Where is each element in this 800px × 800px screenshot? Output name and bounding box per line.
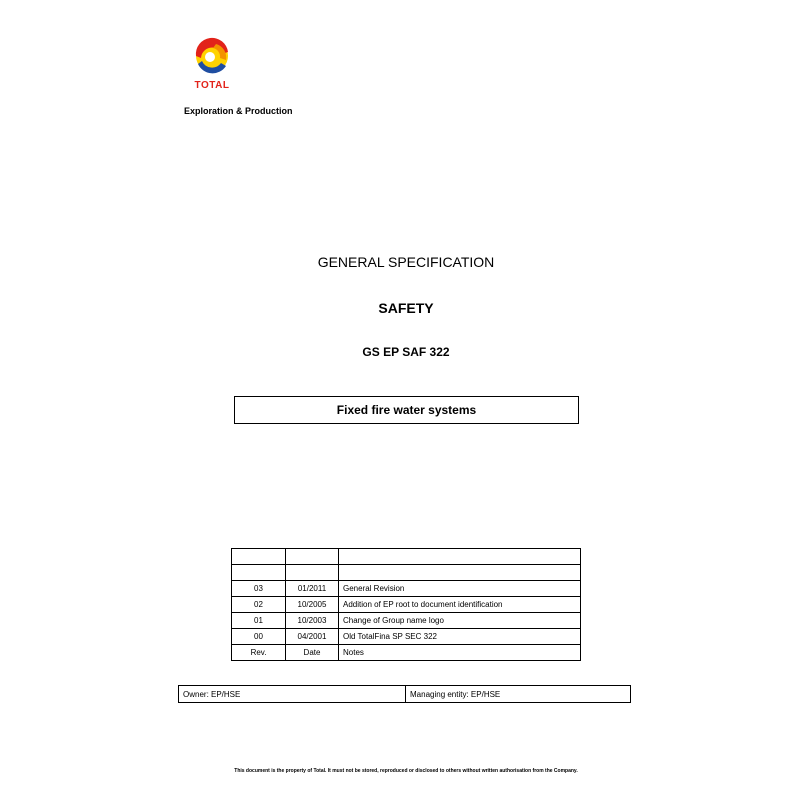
date-cell bbox=[286, 565, 339, 581]
total-logo-icon bbox=[186, 34, 238, 80]
table-row bbox=[232, 549, 581, 565]
document-title-box bbox=[234, 396, 579, 424]
notes-cell bbox=[339, 565, 581, 581]
owner-cell: Owner: EP/HSE bbox=[179, 686, 406, 702]
ownership-row bbox=[178, 685, 631, 703]
document-title: Fixed fire water systems bbox=[336, 403, 477, 417]
table-row bbox=[232, 597, 581, 613]
notes-cell: Old TotalFina SP SEC 322 bbox=[339, 629, 581, 645]
table-row bbox=[232, 581, 581, 597]
notes-cell: Addition of EP root to document identification bbox=[339, 597, 581, 613]
document-type: GENERAL SPECIFICATION bbox=[317, 254, 495, 270]
managing-entity-cell: Managing entity: EP/HSE bbox=[410, 689, 501, 699]
date-cell: 01/2011 bbox=[286, 581, 339, 597]
notes-cell: Change of Group name logo bbox=[339, 613, 581, 629]
rev-cell: 03 bbox=[232, 581, 286, 597]
table-row bbox=[232, 613, 581, 629]
company-logo bbox=[186, 34, 238, 98]
notes-header: Notes bbox=[339, 645, 581, 661]
rev-cell: 00 bbox=[232, 629, 286, 645]
table-row bbox=[232, 629, 581, 645]
rev-cell: 02 bbox=[232, 597, 286, 613]
notes-cell: General Revision bbox=[339, 581, 581, 597]
revision-table bbox=[231, 548, 581, 661]
rev-cell: 01 bbox=[232, 613, 286, 629]
document-number: GS EP SAF 322 bbox=[362, 345, 450, 359]
rev-cell bbox=[232, 549, 286, 565]
notes-cell bbox=[339, 549, 581, 565]
document-domain: SAFETY bbox=[378, 300, 434, 316]
date-cell bbox=[286, 549, 339, 565]
rev-cell bbox=[232, 565, 286, 581]
date-header: Date bbox=[286, 645, 339, 661]
date-cell: 10/2005 bbox=[286, 597, 339, 613]
date-cell: 04/2001 bbox=[286, 629, 339, 645]
confidentiality-notice: This document is the property of Total. It must not be stored, reproduced or disclosed to others without written authorisation from the Company. bbox=[234, 768, 578, 774]
table-row bbox=[232, 565, 581, 581]
rev-header: Rev. bbox=[232, 645, 286, 661]
date-cell: 10/2003 bbox=[286, 613, 339, 629]
brand-wordmark: TOTAL bbox=[194, 80, 230, 91]
division-name: Exploration & Production bbox=[184, 106, 293, 116]
table-header-row bbox=[232, 645, 581, 661]
